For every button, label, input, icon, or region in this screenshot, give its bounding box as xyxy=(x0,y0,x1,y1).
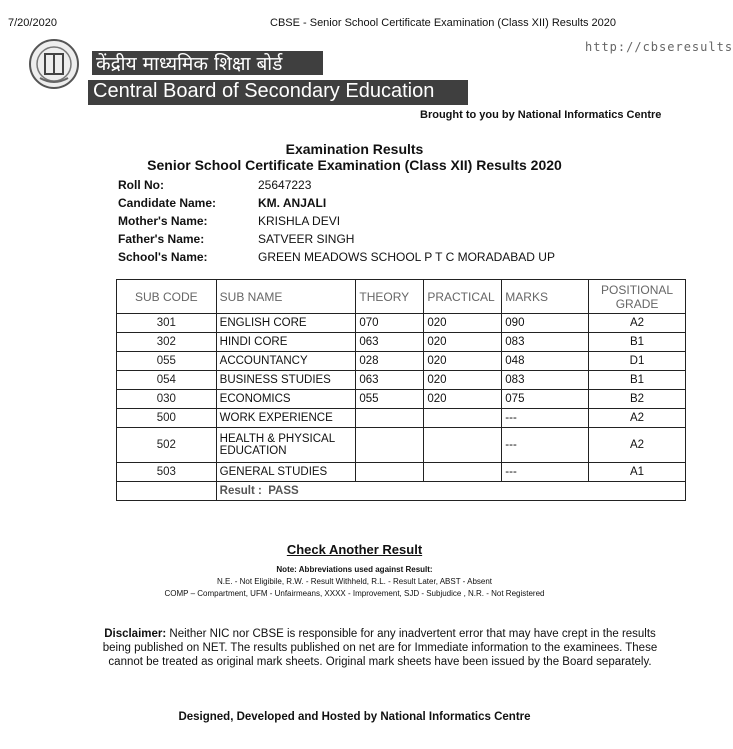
sub-name-cell: ENGLISH CORE xyxy=(216,314,356,333)
notes-line-1: N.E. - Not Eligibile, R.W. - Result Withheld, R.L. - Result Later, ABST - Absent xyxy=(216,577,493,586)
practical-cell xyxy=(424,463,502,482)
board-name-hindi: केंद्रीय माध्यमिक शिक्षा बोर्ड xyxy=(96,53,283,75)
table-row xyxy=(117,409,686,428)
theory-cell xyxy=(356,428,424,463)
practical-cell xyxy=(424,409,502,428)
sub-name-cell: GENERAL STUDIES xyxy=(216,463,356,482)
cbse-logo-icon xyxy=(28,38,80,90)
grade-cell: D1 xyxy=(589,352,686,371)
theory-cell: 028 xyxy=(356,352,424,371)
grade-cell: A2 xyxy=(589,314,686,333)
table-row xyxy=(117,390,686,409)
page-title: Examination Results xyxy=(285,141,424,157)
marks-table xyxy=(116,279,686,501)
header-sub-code: SUB CODE xyxy=(117,280,217,314)
candidate-name: KM. ANJALI xyxy=(258,196,327,210)
sub-code-cell: 503 xyxy=(117,463,217,482)
marks-cell: 048 xyxy=(502,352,589,371)
result-value: PASS xyxy=(268,485,299,497)
practical-cell: 020 xyxy=(424,390,502,409)
table-row xyxy=(117,352,686,371)
theory-cell xyxy=(356,463,424,482)
header-sub-name: SUB NAME xyxy=(216,280,356,314)
disclaimer-label: Disclaimer: xyxy=(104,628,167,640)
check-another-result-link[interactable]: Check Another Result xyxy=(286,542,423,557)
theory-cell: 063 xyxy=(356,371,424,390)
grade-cell: B2 xyxy=(589,390,686,409)
marks-cell: 083 xyxy=(502,371,589,390)
print-title: CBSE - Senior School Certificate Examination (Class XII) Results 2020 xyxy=(270,17,617,29)
sub-name-cell: BUSINESS STUDIES xyxy=(216,371,356,390)
header-positional-grade: POSITIONAL GRADE xyxy=(589,280,686,314)
marks-cell: 075 xyxy=(502,390,589,409)
practical-cell xyxy=(424,428,502,463)
grade-cell: A2 xyxy=(589,409,686,428)
sub-code-cell: 030 xyxy=(117,390,217,409)
sub-name-cell: ECONOMICS xyxy=(216,390,356,409)
theory-cell: 055 xyxy=(356,390,424,409)
sub-code-cell: 302 xyxy=(117,333,217,352)
marks-cell: --- xyxy=(502,409,589,428)
father-name-label: Father's Name: xyxy=(118,232,205,246)
theory-cell xyxy=(356,409,424,428)
candidate-name-label: Candidate Name: xyxy=(118,196,217,210)
mother-name-label: Mother's Name: xyxy=(118,214,208,228)
marks-cell: 083 xyxy=(502,333,589,352)
theory-cell: 070 xyxy=(356,314,424,333)
theory-cell: 063 xyxy=(356,333,424,352)
sub-code-cell: 500 xyxy=(117,409,217,428)
roll-label: Roll No: xyxy=(118,178,164,192)
grade-cell: A2 xyxy=(589,428,686,463)
notes-title: Note: Abbreviations used against Result: xyxy=(276,565,433,574)
sub-name-cell: WORK EXPERIENCE xyxy=(216,409,356,428)
header-practical: PRACTICAL xyxy=(424,280,502,314)
practical-cell: 020 xyxy=(424,333,502,352)
grade-cell: B1 xyxy=(589,333,686,352)
roll-number: 25647223 xyxy=(258,178,312,192)
sub-name-cell: HEALTH & PHYSICAL EDUCATION xyxy=(216,428,356,463)
sub-name-cell: ACCOUNTANCY xyxy=(216,352,356,371)
mother-name: KRISHLA DEVI xyxy=(258,214,341,228)
marks-cell: --- xyxy=(502,428,589,463)
grade-cell: B1 xyxy=(589,371,686,390)
marks-cell: --- xyxy=(502,463,589,482)
header-theory: THEORY xyxy=(356,280,424,314)
print-date: 7/20/2020 xyxy=(8,17,57,29)
sub-code-cell: 301 xyxy=(117,314,217,333)
sub-code-cell: 055 xyxy=(117,352,217,371)
table-row xyxy=(117,428,686,463)
table-row xyxy=(117,314,686,333)
sub-name-cell: HINDI CORE xyxy=(216,333,356,352)
table-row xyxy=(117,371,686,390)
footer-credit: Designed, Developed and Hosted by National Informatics Centre xyxy=(178,711,531,723)
notes-line-2: COMP – Compartment, UFM - Unfairmeans, XXXX - Improvement, SJD - Subjudice , N.R. - Not Registered xyxy=(164,589,545,598)
practical-cell: 020 xyxy=(424,371,502,390)
board-name-english: Central Board of Secondary Education xyxy=(93,80,435,102)
sub-code-cell: 502 xyxy=(117,428,217,463)
marks-cell: 090 xyxy=(502,314,589,333)
practical-cell: 020 xyxy=(424,314,502,333)
header-marks: MARKS xyxy=(502,280,589,314)
disclaimer-text: Neither NIC nor CBSE is responsible for any inadvertent error that may have crept in the results being published on NET. The results published on net are for Immediate information to the examinees. These cannot be treated as original mark sheets. Original mark sheets have been issued by the Board separately. xyxy=(102,628,658,668)
brought-by: Brought to you by National Informatics Centre xyxy=(420,109,662,121)
table-row xyxy=(117,333,686,352)
father-name: SATVEER SINGH xyxy=(258,232,355,246)
result-spacer xyxy=(117,482,217,501)
table-row xyxy=(117,463,686,482)
practical-cell: 020 xyxy=(424,352,502,371)
print-url: http://cbseresults xyxy=(585,40,733,54)
result-cell xyxy=(216,482,685,501)
school-name: GREEN MEADOWS SCHOOL P T C MORADABAD UP xyxy=(258,250,555,264)
page-subtitle: Senior School Certificate Examination (Class XII) Results 2020 xyxy=(147,157,562,173)
sub-code-cell: 054 xyxy=(117,371,217,390)
result-label: Result : xyxy=(219,485,262,497)
candidate-info xyxy=(118,178,555,268)
disclaimer xyxy=(100,627,660,669)
school-name-label: School's Name: xyxy=(118,250,208,264)
grade-cell: A1 xyxy=(589,463,686,482)
